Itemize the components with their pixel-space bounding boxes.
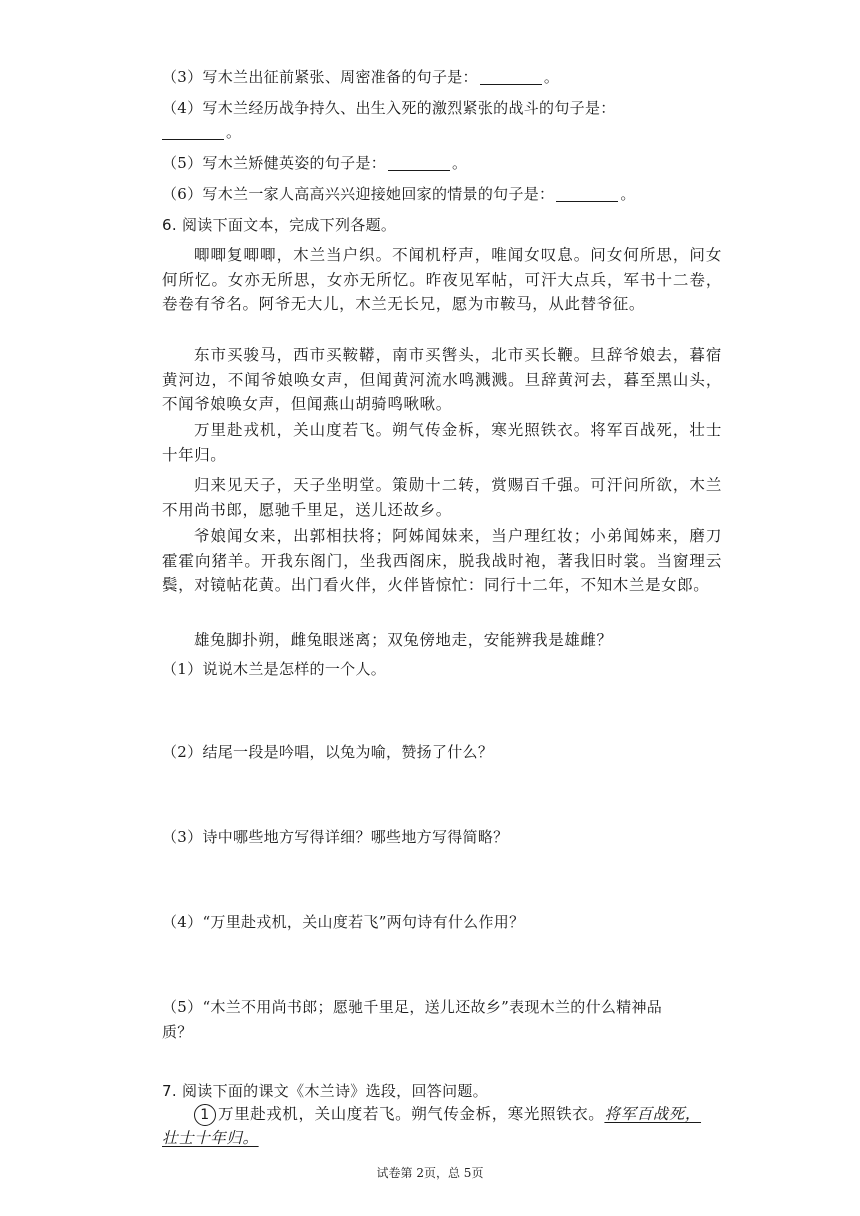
q6-question-4: （4）“万里赴戎机，关山度若飞”两句诗有什么作用？ [162, 913, 525, 931]
q6-question-1: （1）说说木兰是怎样的一个人。 [162, 660, 387, 678]
q5-item-3: （3）写木兰出征前紧张、周密准备的句子是： 。 [162, 68, 560, 86]
answer-blank[interactable] [480, 68, 542, 85]
q7-passage-underlined-2: 壮士十年归。 [162, 1129, 259, 1147]
q6-paragraph-5: 爷娘闻女来，出郭相扶将；阿姊闻妹来，当户理红妆；小弟闻姊来，磨刀霍霍向猪羊。开我东阁门，坐我西阁床，脱我战时袍，著我旧时裳。当窗理云鬓，对镜帖花黄。出门看火伴，火伴皆惊忙：同行十二年，不知木兰是女郎。 [162, 527, 722, 594]
q5-item-5: （5）写木兰矫健英姿的句子是： 。 [162, 154, 468, 172]
q5-item-6: （6）写木兰一家人高高兴兴迎接她回家的情景的句子是： 。 [162, 185, 636, 203]
q6-paragraph-1: 唧唧复唧唧，木兰当户织。不闻机杼声，唯闻女叹息。问女何所思，问女何所忆。女亦无所思，女亦无所忆。昨夜见军帖，可汗大点兵，军书十二卷，卷卷有爷名。阿爷无大儿，木兰无长兄，愿为市鞍马，从此替爷征。 [162, 246, 722, 313]
q7-title: 7. 阅读下面的课文《木兰诗》选段，回答问题。 [162, 1082, 488, 1100]
q5-item-4 [162, 97, 616, 119]
q5-item-6-text: （6）写木兰一家人高高兴兴迎接她回家的情景的句子是： [162, 185, 555, 203]
q6-paragraph-2: 东市买骏马，西市买鞍鞯，南市买辔头，北市买长鞭。旦辞爷娘去，暮宿黄河边，不闻爷娘唤女声，但闻黄河流水鸣溅溅。旦辞黄河去，暮至黑山头，不闻爷娘唤女声，但闻燕山胡骑鸣啾啾。 [162, 346, 722, 413]
q6-paragraph-3: 万里赴戎机，关山度若飞。朔气传金柝，寒光照铁衣。将军百战死，壮士十年归。 [162, 421, 722, 464]
q6-title: 6. 阅读下面文本，完成下列各题。 [162, 216, 397, 234]
answer-blank[interactable] [388, 154, 450, 171]
q7-passage-line-2 [162, 1127, 259, 1149]
q7-passage-line-1 [194, 1103, 701, 1126]
q7-passage-plain: 万里赴戎机，关山度若飞。朔气传金柝，寒光照铁衣。 [218, 1105, 605, 1123]
q6-paragraph-4: 归来见天子，天子坐明堂。策勋十二转，赏赐百千强。可汗问所欲，木兰不用尚书郎，愿驰千里足，送儿还故乡。 [162, 476, 722, 519]
circled-number: 1 [194, 1104, 216, 1126]
q5-item-3-text: （3）写木兰出征前紧张、周密准备的句子是： [162, 68, 478, 86]
q6-paragraph-6: 雄兔脚扑朔，雌兔眼迷离；双兔傍地走，安能辨我是雄雌？ [194, 631, 613, 649]
q5-item-4-answer: 。 [162, 121, 241, 143]
q6-question-3: （3）诗中哪些地方写得详细？哪些地方写得简略？ [162, 828, 509, 846]
q6-question-5-cont: 质？ [162, 1023, 193, 1041]
page-footer: 试卷第 2页，总 5页 [376, 1166, 484, 1180]
q6-question-2: （2）结尾一段是吟唱，以兔为喻，赞扬了什么？ [162, 743, 494, 761]
q5-item-5-text: （5）写木兰矫健英姿的句子是： [162, 154, 387, 172]
q7-passage-underlined-1: 将军百战死， [604, 1105, 702, 1123]
q6-question-5: （5）“木兰不用尚书郎；愿驰千里足，送儿还故乡”表现木兰的什么精神品 [162, 998, 663, 1016]
q5-item-4-text: （4）写木兰经历战争持久、出生入死的激烈紧张的战斗的句子是： [162, 99, 616, 117]
answer-blank[interactable] [556, 185, 618, 202]
answer-blank[interactable] [162, 123, 224, 140]
